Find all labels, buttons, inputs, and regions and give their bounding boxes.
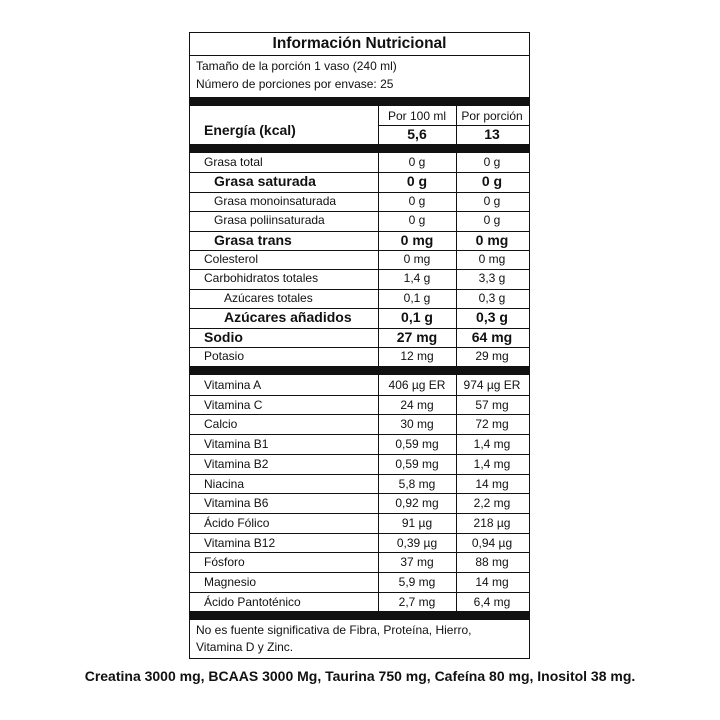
column-divider (378, 375, 379, 612)
vitamin-label: Ácido Fólico (204, 515, 270, 530)
footnote: No es fuente significativa de Fibra, Proteína, Hierro, Vitamina D y Zinc. (196, 623, 472, 654)
divider (190, 55, 529, 56)
vitamin-value-perserving: 14 mg (475, 575, 509, 589)
thick-divider (190, 144, 529, 153)
nutrient-label: Grasa saturada (214, 173, 316, 190)
thick-divider (190, 366, 529, 375)
column-header-perserving: Por porción (461, 109, 523, 123)
nutrient-value-perserving: 0,3 g (478, 290, 506, 305)
row-divider (190, 513, 529, 514)
row-divider (190, 474, 529, 475)
nutrient-label: Grasa total (204, 155, 263, 169)
vitamin-value-perserving: 974 µg ER (463, 378, 521, 392)
nutrient-value-perserving: 0 mg (475, 231, 509, 248)
vitamin-value-per100: 37 mg (400, 555, 434, 570)
vitamin-value-perserving: 88 mg (475, 555, 509, 570)
nutrient-value-perserving: 3,3 g (478, 271, 506, 286)
row-divider (190, 533, 529, 534)
nutrient-value-perserving: 0 g (481, 173, 503, 190)
nutrient-label: Grasa poliinsaturada (214, 213, 325, 228)
row-divider (190, 454, 529, 455)
nutrient-label: Azúcares añadidos (224, 309, 352, 326)
vitamin-label: Fósforo (204, 555, 245, 570)
nutrient-label: Potasio (204, 349, 245, 363)
row-divider (190, 414, 529, 415)
nutrient-value-perserving: 0 g (483, 213, 501, 228)
label-title: Información Nutricional (272, 35, 447, 52)
nutrient-label: Grasa monoinsaturada (214, 193, 337, 208)
vitamin-value-per100: 0,59 mg (395, 456, 439, 471)
vitamin-value-per100: 5,8 mg (398, 476, 436, 491)
row-divider (190, 250, 529, 251)
row-divider (190, 552, 529, 553)
row-divider (190, 592, 529, 593)
column-header-per100: Por 100 ml (387, 109, 447, 123)
energy-label: Energía (kcal) (204, 122, 296, 138)
nutrient-value-per100: 0 g (408, 155, 426, 169)
vitamin-label: Vitamina A (204, 378, 262, 392)
nutrient-value-per100: 0 mg (403, 252, 431, 266)
nutrition-facts-label (189, 32, 530, 659)
vitamin-label: Ácido Pantoténico (204, 594, 301, 609)
column-divider (456, 153, 457, 366)
nutrient-value-perserving: 0 g (483, 193, 501, 208)
vitamin-value-per100: 406 µg ER (388, 378, 446, 392)
vitamin-label: Magnesio (204, 575, 257, 589)
row-divider (190, 395, 529, 396)
vitamin-value-perserving: 14 mg (475, 476, 509, 491)
row-divider (190, 347, 529, 348)
nutrient-value-per100: 0 g (406, 173, 428, 190)
nutrient-value-per100: 27 mg (396, 328, 438, 345)
serving-size: Tamaño de la porción 1 vaso (240 ml) (196, 59, 397, 73)
nutrient-label: Grasa trans (214, 231, 292, 248)
vitamin-label: Niacina (204, 476, 245, 491)
nutrient-value-perserving: 64 mg (471, 328, 513, 345)
vitamin-value-per100: 0,39 µg (396, 535, 438, 550)
thick-divider (190, 97, 529, 106)
nutrient-value-perserving: 0 mg (478, 252, 506, 266)
row-divider (190, 434, 529, 435)
nutrient-value-per100: 0 g (408, 213, 426, 228)
column-divider (378, 106, 379, 144)
vitamin-value-per100: 30 mg (400, 417, 434, 432)
vitamin-value-per100: 2,7 mg (398, 594, 436, 609)
nutrient-value-per100: 0 g (408, 193, 426, 208)
vitamin-value-perserving: 0,94 µg (471, 535, 513, 550)
vitamin-value-per100: 0,59 mg (395, 437, 439, 452)
nutrient-value-per100: 0,1 g (403, 290, 431, 305)
nutrient-value-perserving: 0 g (483, 155, 501, 169)
vitamin-label: Vitamina B6 (204, 496, 269, 511)
vitamin-value-perserving: 218 µg (473, 515, 511, 530)
row-divider (190, 289, 529, 290)
vitamin-value-perserving: 1,4 mg (473, 437, 511, 452)
nutrient-label: Carbohidratos totales (204, 271, 319, 286)
row-divider (190, 192, 529, 193)
row-divider (190, 269, 529, 270)
row-divider (190, 211, 529, 212)
vitamin-label: Vitamina B2 (204, 456, 269, 471)
vitamin-label: Vitamina B1 (204, 437, 269, 452)
nutrient-value-per100: 0,1 g (401, 309, 433, 326)
energy-per100: 5,6 (407, 126, 427, 142)
vitamin-value-perserving: 2,2 mg (473, 496, 511, 511)
nutrient-label: Azúcares totales (224, 290, 313, 305)
nutrient-value-per100: 0 mg (400, 231, 434, 248)
vitamin-value-perserving: 57 mg (475, 397, 509, 412)
nutrient-label: Colesterol (204, 252, 259, 266)
column-divider (456, 106, 457, 144)
nutrient-label: Sodio (204, 328, 243, 345)
nutrient-value-perserving: 0,3 g (476, 309, 508, 326)
vitamin-value-perserving: 6,4 mg (473, 594, 511, 609)
column-divider (456, 375, 457, 612)
vitamin-label: Calcio (204, 417, 238, 432)
additional-ingredients: Creatina 3000 mg, BCAAS 3000 Mg, Taurina 750 mg, Cafeína 80 mg, Inositol 38 mg. (84, 668, 636, 684)
nutrient-value-perserving: 29 mg (475, 349, 509, 363)
vitamin-value-perserving: 1,4 mg (473, 456, 511, 471)
vitamin-value-per100: 91 µg (401, 515, 433, 530)
vitamin-value-per100: 5,9 mg (398, 575, 436, 589)
nutrient-value-per100: 1,4 g (403, 271, 431, 286)
column-divider (378, 153, 379, 366)
vitamin-label: Vitamina B12 (204, 535, 276, 550)
row-divider (190, 572, 529, 573)
energy-perserving: 13 (484, 126, 500, 142)
servings-per-container: Número de porciones por envase: 25 (196, 77, 394, 91)
row-divider (190, 493, 529, 494)
nutrient-value-per100: 12 mg (400, 349, 434, 363)
vitamin-label: Vitamina C (204, 397, 263, 412)
vitamin-value-per100: 0,92 mg (395, 496, 439, 511)
vitamin-value-per100: 24 mg (400, 397, 434, 412)
thick-divider (190, 611, 529, 620)
vitamin-value-perserving: 72 mg (475, 417, 509, 432)
